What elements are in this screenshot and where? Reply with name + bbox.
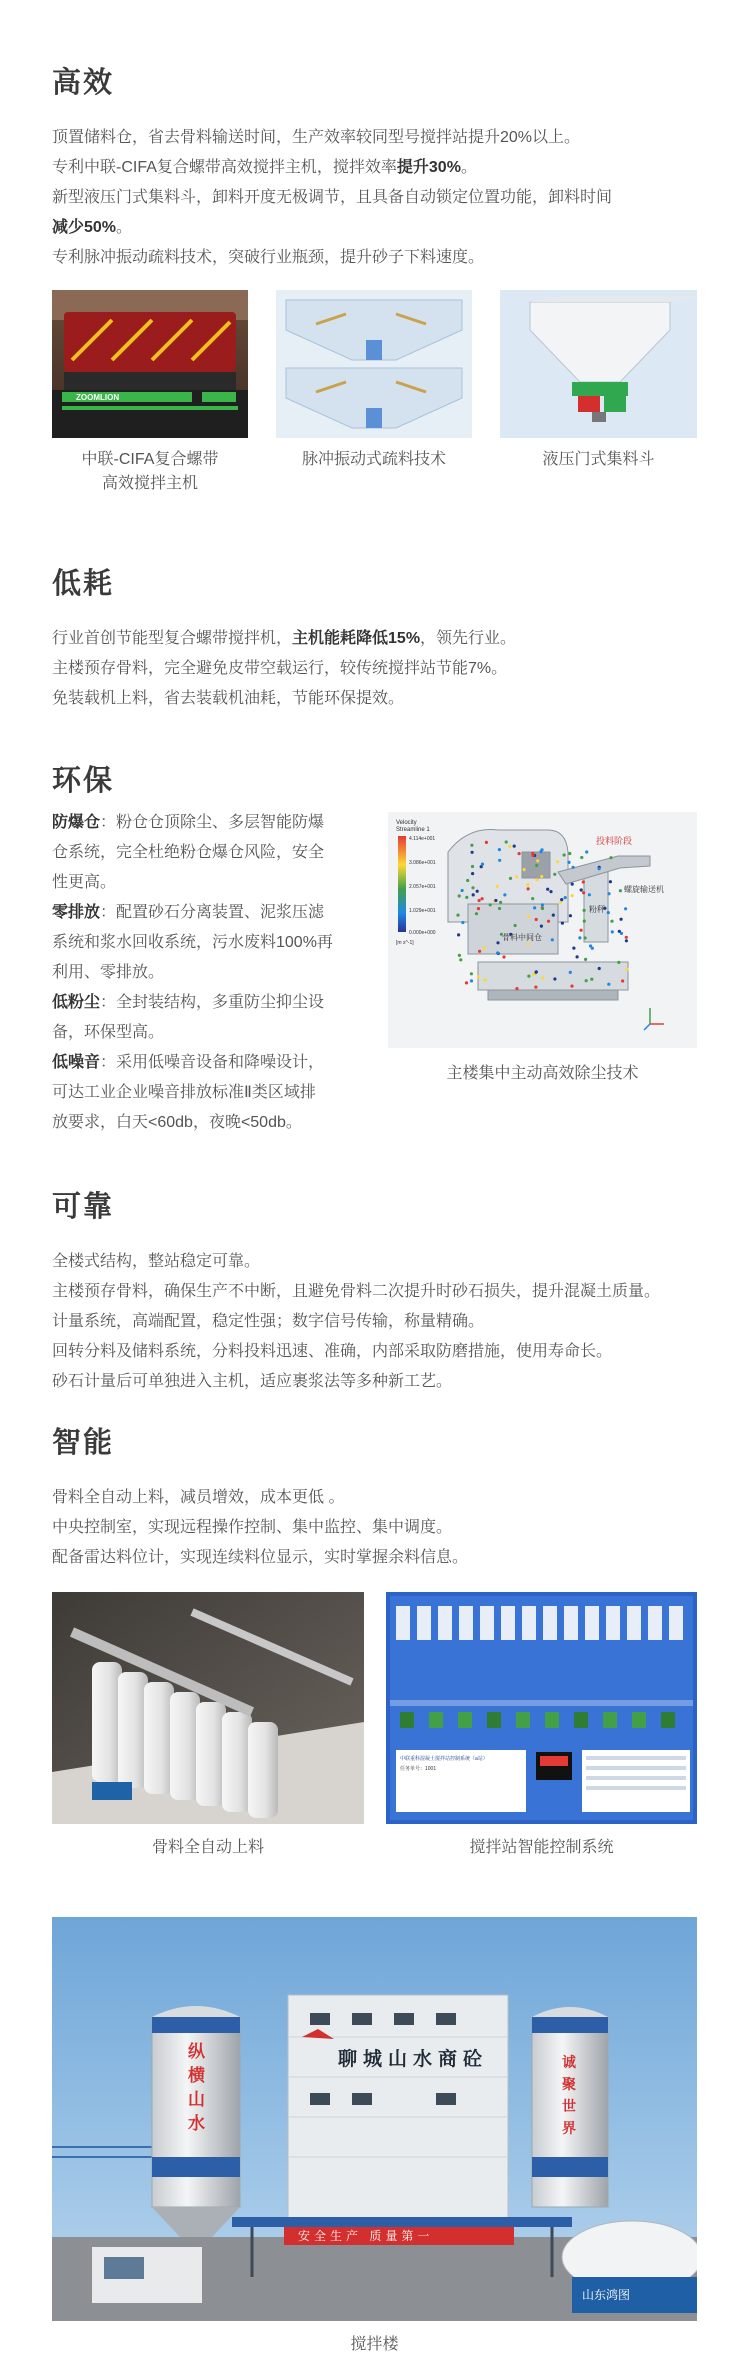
particle <box>498 859 501 862</box>
particle <box>498 848 501 851</box>
section-intelligence <box>52 1420 702 1573</box>
gauge <box>438 1606 452 1640</box>
particle <box>478 899 481 902</box>
particle <box>531 897 534 900</box>
gauge <box>564 1606 578 1640</box>
particle <box>527 887 530 890</box>
text-span: 免装载机上料，省去装载机油耗，节能环保提效。 <box>52 690 405 707</box>
particle <box>552 914 555 917</box>
text-span: 专利中联-CIFA复合螺带高效搅拌主机，搅拌效率 <box>52 159 397 176</box>
particle <box>588 893 591 896</box>
section-text <box>52 1483 702 1573</box>
particle <box>584 936 587 939</box>
particle <box>576 955 579 958</box>
particle <box>598 967 601 970</box>
particle <box>607 983 610 986</box>
bin <box>487 1712 501 1728</box>
particle <box>456 914 459 917</box>
particle <box>582 880 585 883</box>
item-label: 防爆仓 <box>52 814 101 831</box>
particle <box>546 888 549 891</box>
gauge <box>543 1606 557 1640</box>
particle <box>532 973 535 976</box>
text-span: 主楼预存骨料，完全避免皮带空载运行，较传统搅拌站节能7%。 <box>52 660 508 677</box>
gauge <box>396 1606 410 1640</box>
gauge <box>585 1606 599 1640</box>
particle <box>624 907 627 910</box>
gauge <box>417 1606 431 1640</box>
particle <box>496 885 499 888</box>
image-caption: 主楼集中主动高效除尘技术 <box>446 1065 639 1082</box>
particle <box>584 958 587 961</box>
silo <box>248 1722 278 1818</box>
legend-value: 2.057e+001 <box>409 884 436 890</box>
particle <box>571 894 574 897</box>
screen-info: 任务单号：1001 <box>400 1766 437 1772</box>
particle <box>561 922 564 925</box>
text-line: 性更高。 <box>52 874 117 891</box>
highlight-text: 主机能耗降低15% <box>292 630 421 647</box>
particle <box>549 890 552 893</box>
particle <box>481 897 484 900</box>
text-line: 回转分料及储料系统，分料投料迅速、准确，内部采取防磨措施，使用寿命长。 <box>52 1343 613 1360</box>
text-line <box>52 808 372 838</box>
text-span: ：全封装结构，多重防尘抑尘设 <box>100 994 325 1011</box>
particle <box>535 970 538 973</box>
particle <box>471 851 474 854</box>
particle <box>609 856 612 859</box>
section-reliability <box>52 1184 712 1397</box>
silo-char: 诚 <box>562 2054 576 2070</box>
section-title: 智能 <box>52 1427 115 1459</box>
particle <box>551 938 554 941</box>
particle <box>607 892 610 895</box>
highlight-text: 减少50% <box>52 219 117 236</box>
particle <box>483 947 486 950</box>
text-line: 系统和浆水回收系统，污水废料100%再 <box>52 934 333 951</box>
particle <box>582 891 585 894</box>
bin <box>632 1712 646 1728</box>
image-caption: 搅拌站智能控制系统 <box>469 1839 614 1856</box>
text-line <box>52 213 702 243</box>
text-line: 仓系统，完全杜绝粉仓爆仓风险，安全 <box>52 844 325 861</box>
section-text <box>52 624 702 714</box>
bin <box>545 1712 559 1728</box>
legend-subtitle: Streamline 1 <box>396 827 430 833</box>
section-title: 高效 <box>52 67 115 99</box>
particle <box>625 936 628 939</box>
legend-value: 3.086e+001 <box>409 860 436 866</box>
gauge <box>501 1606 515 1640</box>
text-span: ：配置砂石分离装置、泥浆压滤 <box>100 904 325 921</box>
silo <box>144 1682 174 1794</box>
particle <box>571 883 574 886</box>
legend-value: 4.114e+001 <box>409 836 436 842</box>
text-span: ，领先行业。 <box>420 630 517 647</box>
particle <box>526 883 529 886</box>
silo-char: 水 <box>188 2114 205 2133</box>
particle <box>476 890 479 893</box>
mixing-plant-photo-icon <box>52 1917 697 2321</box>
bin <box>661 1712 675 1728</box>
particle <box>471 865 474 868</box>
particle <box>617 961 620 964</box>
building-sign: 聊城山水商砼 <box>338 2049 489 2070</box>
text-line: 配备雷达料位计，实现连续料位显示，实时掌握余料信息。 <box>52 1549 469 1566</box>
silo <box>92 1662 122 1782</box>
particle <box>618 930 621 933</box>
text-line <box>52 988 372 1018</box>
text-line: 中央控制室，实现远程操作控制、集中监控、集中调度。 <box>52 1519 453 1536</box>
efficiency-image-row <box>52 290 697 540</box>
caption-line: 脉冲振动式疏料技术 <box>301 451 446 468</box>
text-span: 行业首创节能型复合螺带搅拌机， <box>52 630 293 647</box>
image-caption <box>500 448 697 472</box>
particle <box>569 914 572 917</box>
text-line <box>52 684 702 714</box>
text-line: 主楼预存骨料，确保生产不中断，且避免骨料二次提升时砂石损失，提升混凝土质量。 <box>52 1283 661 1300</box>
particle <box>585 850 588 853</box>
image-caption <box>276 448 472 472</box>
particle <box>533 906 536 909</box>
particle <box>560 898 563 901</box>
text-line <box>52 183 702 213</box>
particle <box>515 875 518 878</box>
particle <box>472 893 475 896</box>
bin <box>574 1712 588 1728</box>
bin <box>516 1712 530 1728</box>
funnel-diagram-icon <box>500 290 697 438</box>
particle <box>466 879 469 882</box>
gauge <box>606 1606 620 1640</box>
section-efficiency <box>52 60 702 273</box>
particle <box>457 933 460 936</box>
section-text <box>52 123 702 273</box>
particle <box>556 860 559 863</box>
bin <box>458 1712 472 1728</box>
section-energy <box>52 561 702 714</box>
particle <box>459 958 462 961</box>
particle <box>580 888 583 891</box>
particle <box>621 979 624 982</box>
diagram-label: 粉秤 <box>589 905 605 914</box>
image-caption: 骨料全自动上料 <box>151 1839 264 1856</box>
text-line: 可达工业企业噪音排放标准Ⅱ类区域排 <box>52 1084 316 1101</box>
particle <box>513 845 516 848</box>
banner-text: 安全生产 质量第一 <box>298 2229 434 2243</box>
hopper-diagram-icon <box>276 290 472 438</box>
particle <box>508 845 511 848</box>
particle <box>496 941 499 944</box>
item-label: 低粉尘 <box>52 994 101 1011</box>
particle <box>610 920 613 923</box>
silo-char: 横 <box>188 2066 205 2085</box>
diagram-label: 螺旋输送机 <box>624 885 664 894</box>
particle <box>485 841 488 844</box>
particle <box>471 886 474 889</box>
text-line <box>52 243 702 273</box>
text-line <box>52 654 702 684</box>
text-line <box>52 153 702 183</box>
particle <box>498 907 501 910</box>
particle <box>527 943 530 946</box>
section-title: 可靠 <box>52 1191 115 1223</box>
particle <box>580 856 583 859</box>
text-line: 骨料全自动上料，减员增效，成本更低 。 <box>52 1489 345 1506</box>
particle <box>585 979 588 982</box>
gauge <box>459 1606 473 1640</box>
particle <box>578 936 581 939</box>
text-span: 专利脉冲振动疏料技术，突破行业瓶颈，提升砂子下料速度。 <box>52 249 485 266</box>
particle <box>499 901 502 904</box>
text-span: 。 <box>460 159 477 176</box>
particle <box>494 899 497 902</box>
gauge <box>669 1606 683 1640</box>
particle <box>568 852 571 855</box>
image-caption: 搅拌楼 <box>350 2336 399 2353</box>
particle <box>611 930 614 933</box>
caption-line: 液压门式集料斗 <box>542 451 655 468</box>
silo-char: 聚 <box>562 2076 576 2092</box>
particle <box>589 944 592 947</box>
bin <box>429 1712 443 1728</box>
particle <box>465 981 468 984</box>
legend-value: 1.029e+001 <box>409 908 436 914</box>
particle <box>625 939 628 942</box>
silo <box>118 1672 148 1788</box>
diagram-label: 投料阶段 <box>596 836 633 846</box>
text-span: 。 <box>116 219 133 236</box>
gauge <box>480 1606 494 1640</box>
text-span: ：采用低噪音设备和降噪设计， <box>100 1054 325 1071</box>
intelligence-image-row <box>52 1592 697 1856</box>
legend-title: Velocity <box>396 820 417 826</box>
particle <box>567 861 570 864</box>
particle <box>539 850 542 853</box>
particle <box>553 977 556 980</box>
caption-line: 高效搅拌主机 <box>101 475 198 492</box>
truck-text: 山东鸿图 <box>582 2288 631 2302</box>
image-caption <box>52 448 248 496</box>
particle <box>553 873 556 876</box>
silo-model-photo-icon <box>52 1592 364 1824</box>
silo <box>196 1702 226 1806</box>
silo-char: 界 <box>562 2120 576 2136</box>
caption-line: 中联-CIFA复合螺带 <box>81 451 219 468</box>
particle <box>527 915 530 918</box>
particle <box>502 955 505 958</box>
environment-text <box>52 808 372 1138</box>
particle <box>496 951 499 954</box>
particle <box>534 986 537 989</box>
particle <box>598 867 601 870</box>
particle <box>547 920 550 923</box>
gauge <box>648 1606 662 1640</box>
silo-char: 世 <box>562 2098 576 2114</box>
particle <box>477 907 480 910</box>
bin <box>603 1712 617 1728</box>
mixer-photo-icon <box>52 290 248 438</box>
particle <box>470 844 473 847</box>
particle <box>583 909 586 912</box>
item-label: 零排放 <box>52 904 101 921</box>
particle <box>541 907 544 910</box>
control-screen-icon <box>386 1592 697 1824</box>
particle <box>475 912 478 915</box>
section-title: 低耗 <box>52 568 115 600</box>
particle <box>470 972 473 975</box>
text-line <box>52 898 372 928</box>
particle <box>505 840 508 843</box>
silo <box>170 1692 200 1800</box>
particle <box>580 929 583 932</box>
particle <box>461 921 464 924</box>
item-label: 低噪音 <box>52 1054 101 1071</box>
particle <box>583 920 586 923</box>
particle <box>471 872 474 875</box>
particle <box>536 859 539 862</box>
particle <box>531 852 534 855</box>
particle <box>509 877 512 880</box>
particle <box>503 893 506 896</box>
particle <box>515 987 518 990</box>
particle <box>461 889 464 892</box>
silo-char: 纵 <box>188 2042 205 2061</box>
particle <box>572 947 575 950</box>
particle <box>607 911 610 914</box>
particle <box>518 852 521 855</box>
gauge <box>627 1606 641 1640</box>
text-line: 备，环保型高。 <box>52 1024 165 1041</box>
diagram-label: 骨料中间仓 <box>502 933 542 942</box>
particle <box>484 978 487 981</box>
particle <box>563 853 566 856</box>
text-line: 砂石计量后可单独进入主机，适应裹浆法等多种新工艺。 <box>52 1373 453 1390</box>
particle <box>609 880 612 883</box>
particle <box>478 950 481 953</box>
section-title: 环保 <box>52 765 115 797</box>
text-line <box>52 123 702 153</box>
section-text <box>52 1247 712 1397</box>
dust-simulation-icon <box>388 812 697 1048</box>
brand-label: ZOOMLION <box>76 393 120 402</box>
particle <box>514 924 517 927</box>
particle <box>541 903 544 906</box>
text-span: 顶置储料仓，省去骨料输送时间，生产效率较同型号搅拌站提升20%以上。 <box>52 129 581 146</box>
particle <box>458 954 461 957</box>
text-line <box>52 1048 372 1078</box>
highlight-text: 提升30% <box>396 159 461 176</box>
particle <box>590 978 593 981</box>
gauge <box>522 1606 536 1640</box>
particle <box>477 975 480 978</box>
text-line: 放要求，白天<60db，夜晚<50db。 <box>52 1114 302 1131</box>
particle <box>540 875 543 878</box>
particle <box>570 985 573 988</box>
particle <box>569 971 572 974</box>
particle <box>619 889 622 892</box>
particle <box>489 903 492 906</box>
bin <box>400 1712 414 1728</box>
text-line: 计量系统，高端配置，稳定性强；数字信号传输，称量精确。 <box>52 1313 485 1330</box>
legend-unit: [m s^-1] <box>396 940 414 946</box>
screen-title: 中联重科混凝土搅拌站控制系统（a站） <box>400 1756 488 1762</box>
particle <box>523 868 526 871</box>
silo <box>222 1712 252 1812</box>
particle <box>535 864 538 867</box>
particle <box>620 918 623 921</box>
text-line: 利用、零排放。 <box>52 964 165 981</box>
legend-value: 0.000e+000 <box>409 930 436 936</box>
text-span: ：粉仓仓顶除尘、多层智能防爆 <box>100 814 325 831</box>
particle <box>535 918 538 921</box>
particle <box>541 976 544 979</box>
text-span: 新型液压门式集料斗，卸料开度无极调节，且具备自动锁定位置功能，卸料时间 <box>52 189 613 206</box>
text-line <box>52 624 702 654</box>
particle <box>470 979 473 982</box>
particle <box>564 896 567 899</box>
particle <box>465 896 468 899</box>
text-line: 全楼式结构，整站稳定可靠。 <box>52 1253 261 1270</box>
particle <box>481 863 484 866</box>
particle <box>626 968 629 971</box>
particle <box>527 975 530 978</box>
silo-char: 山 <box>188 2090 205 2109</box>
particle <box>535 878 538 881</box>
particle <box>540 925 543 928</box>
particle <box>458 894 461 897</box>
section-environment <box>52 758 702 1131</box>
particle <box>572 866 575 869</box>
